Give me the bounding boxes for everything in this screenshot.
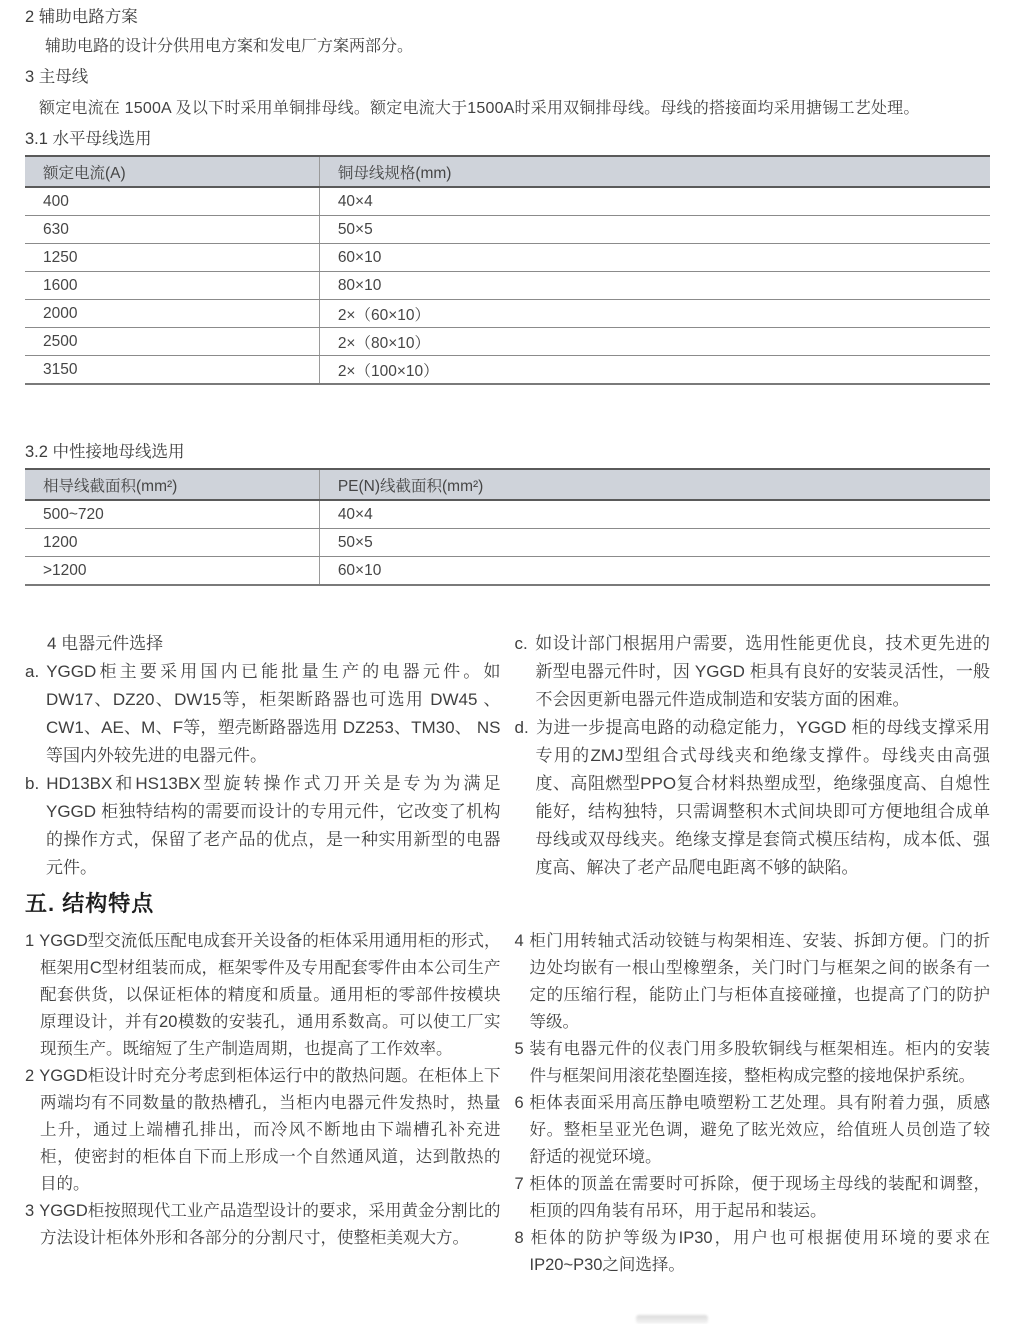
table-cell: 400 bbox=[25, 187, 319, 216]
list-item bbox=[515, 630, 991, 714]
table-cell: 40×4 bbox=[319, 187, 990, 216]
list-item-marker: 1 bbox=[25, 932, 35, 950]
table-cell: 40×4 bbox=[319, 500, 990, 529]
section-5-heading: 五. 结构特点 bbox=[25, 891, 155, 916]
list-item-marker: 6 bbox=[514, 1094, 524, 1112]
table-cell: 2500 bbox=[25, 328, 319, 356]
table-cell: 1250 bbox=[25, 244, 319, 272]
list-item-marker: c. bbox=[514, 634, 528, 653]
table-row bbox=[25, 216, 990, 244]
list-item-text: HD13BX和HS13BX型旋转操作式刀开关是专为为满足 YGGD 柜独特结构的需要而设计的专用元件，它改变了机构的操作方式，保留了老产品的优点，是一种实用新型的电器元件。 bbox=[46, 774, 501, 877]
list-item-text: 为进一步提高电路的动稳定能力，YGGD 柜的母线支撑采用专用的ZMJ型组合式母线夹和绝缘支撑件。母线夹由高强度、高阻燃型PPO复合材料热塑成型，绝缘强度高、自熄性能好，结构独特，只需调整积木式间块即可方便地组合成单母线或双母线夹。绝缘支撑是套筒式模压结构，成本低、强度高、解决了老产品爬电距离不够的缺陷。 bbox=[535, 718, 990, 877]
table-cell: 3150 bbox=[25, 356, 319, 385]
section-2-heading: 2 辅助电路方案 bbox=[25, 8, 138, 26]
table-cell: 80×10 bbox=[319, 272, 990, 300]
section-5-left-column bbox=[25, 928, 501, 1279]
section-4-right-column bbox=[515, 630, 991, 882]
table-cell: 2×（60×10） bbox=[319, 300, 990, 328]
list-item-text: YGGD柜按照现代工业产品造型设计的要求，采用黄金分割比的方法设计柜体外形和各部分的分割尺寸，使整柜美观大方。 bbox=[39, 1202, 501, 1247]
list-item-text: YGGD型交流低压配电成套开关设备的柜体采用通用柜的形式，框架用C型材组装而成，框架零件及专用配套零件由本公司生产配套供货，以保证柜体的精度和质量。通用柜的零部件按模块原理设计，并有20模数的安装孔，通用系数高。可以使工厂实现预生产。既缩短了生产制造周期，也提高了工作效率。 bbox=[39, 932, 501, 1058]
table-row bbox=[25, 272, 990, 300]
table-cell: 60×10 bbox=[337, 561, 382, 579]
column-header: 额定电流(A) bbox=[25, 156, 319, 187]
list-item bbox=[515, 1171, 991, 1225]
column-header: PE(N)线截面积(mm²) bbox=[319, 469, 990, 500]
table-cell: 50×5 bbox=[319, 216, 990, 244]
list-item-marker: 8 bbox=[514, 1229, 524, 1247]
table-header-row bbox=[25, 469, 990, 500]
table-cell: 1200 bbox=[25, 529, 319, 557]
list-item-text: 柜门用转轴式活动铰链与构架相连、安装、拆卸方便。门的折边处均嵌有一根山型橡塑条，关门时门与框架之间的嵌条有一定的压缩行程，能防止门与柜体直接碰撞，也提高了门的防护等级。 bbox=[528, 932, 990, 1031]
list-item-marker: 2 bbox=[25, 1067, 35, 1085]
list-item bbox=[25, 658, 501, 770]
table-cell: 2000 bbox=[25, 300, 319, 328]
section-4-components bbox=[25, 630, 990, 882]
list-item-marker: 7 bbox=[514, 1175, 524, 1193]
list-item-marker: 4 bbox=[514, 932, 524, 950]
list-item-marker: b. bbox=[25, 774, 40, 793]
list-item bbox=[515, 928, 991, 1036]
table-cell: 2×（80×10） bbox=[319, 328, 990, 356]
section-3-body: 额定电流在 1500A 及以下时采用单铜排母线。额定电流大于1500A时采用双铜排母线。母线的搭接面均采用搪锡工艺处理。 bbox=[39, 100, 920, 117]
table-row bbox=[25, 328, 990, 356]
list-item bbox=[25, 928, 501, 1063]
table-cell: 500~720 bbox=[25, 500, 319, 529]
section-3-heading: 3 主母线 bbox=[25, 68, 89, 86]
neutral-busbar-table bbox=[25, 468, 990, 586]
list-item-marker: a. bbox=[25, 662, 40, 681]
section-3-2-heading: 3.2 中性接地母线选用 bbox=[25, 443, 185, 461]
list-item bbox=[515, 1090, 991, 1171]
list-item-text: 柜体表面采用高压静电喷塑粉工艺处理。具有附着力强，质感好。整柜呈亚光色调，避免了眩光效应，给值班人员创造了较舒适的视觉环境。 bbox=[528, 1094, 990, 1166]
table-cell: >1200 bbox=[25, 557, 319, 586]
column-header: 铜母线规格(mm) bbox=[319, 156, 990, 187]
list-item bbox=[25, 1063, 501, 1198]
table-cell: 50×5 bbox=[319, 529, 990, 557]
table-cell: 2×（100×10） bbox=[337, 362, 439, 380]
table-row bbox=[25, 244, 990, 272]
table-row bbox=[25, 356, 990, 385]
section-5-right-column bbox=[515, 928, 991, 1279]
list-item-text: 柜体的防护等级为IP30，用户也可根据使用环境的要求在IP20~P30之间选择。 bbox=[528, 1229, 990, 1274]
table-cell: 630 bbox=[25, 216, 319, 244]
list-item-text: 装有电器元件的仪表门用多股软铜线与框架相连。柜内的安装件与框架间用滚花垫圈连接，整柜构成完整的接地保护系统。 bbox=[528, 1040, 990, 1085]
list-item-text: 柜体的顶盖在需要时可拆除，便于现场主母线的装配和调整，柜顶的四角装有吊环，用于起吊和装运。 bbox=[528, 1175, 990, 1220]
section-5-structure bbox=[25, 928, 990, 1279]
table-cell: 60×10 bbox=[319, 244, 990, 272]
section-2-body: 辅助电路的设计分供用电方案和发电厂方案两部分。 bbox=[45, 38, 414, 55]
column-header: 相导线截面积(mm²) bbox=[25, 469, 319, 500]
table-row bbox=[25, 500, 990, 529]
table-row bbox=[25, 557, 990, 586]
list-item-text: YGGD柜主要采用国内已能批量生产的电器元件。如 DW17、DZ20、DW15等，柜架断路器也可选用 DW45 、CW1、AE、M、F等，塑壳断路器选用 DZ253、TM30、 NS 等国内外较先进的电器元件。 bbox=[46, 662, 501, 765]
table-cell: 1600 bbox=[25, 272, 319, 300]
table-row bbox=[25, 529, 990, 557]
section-4-left-column bbox=[25, 630, 501, 882]
list-item bbox=[515, 1036, 991, 1090]
scan-artifact bbox=[636, 1315, 708, 1324]
list-item bbox=[25, 1198, 501, 1252]
table-row bbox=[25, 187, 990, 216]
list-item bbox=[515, 714, 991, 882]
list-item-text: 如设计部门根据用户需要，选用性能更优良，技术更先进的新型电器元件时，因 YGGD 柜具有良好的安装灵活性，一般不会因更新电器元件造成制造和安装方面的困难。 bbox=[534, 634, 990, 709]
list-item bbox=[25, 770, 501, 882]
horizontal-busbar-table bbox=[25, 155, 990, 385]
section-3-1-heading: 3.1 水平母线选用 bbox=[25, 130, 152, 148]
section-4-heading: 4 电器元件选择 bbox=[47, 634, 164, 653]
table-header-row bbox=[25, 156, 990, 187]
list-item-text: YGGD柜设计时充分考虑到柜体运行中的散热问题。在柜体上下两端均有不同数量的散热槽孔，当柜内电器元件发热时，热量上升，通过上端槽孔排出，而冷风不断地由下端槽孔补充进柜，使密封的柜体自下而上形成一个自然通风道，达到散热的目的。 bbox=[39, 1067, 501, 1193]
list-item-marker: 5 bbox=[514, 1040, 524, 1058]
list-item-marker: 3 bbox=[25, 1202, 35, 1220]
list-item bbox=[515, 1225, 991, 1279]
table-row bbox=[25, 300, 990, 328]
list-item-marker: d. bbox=[514, 718, 529, 737]
